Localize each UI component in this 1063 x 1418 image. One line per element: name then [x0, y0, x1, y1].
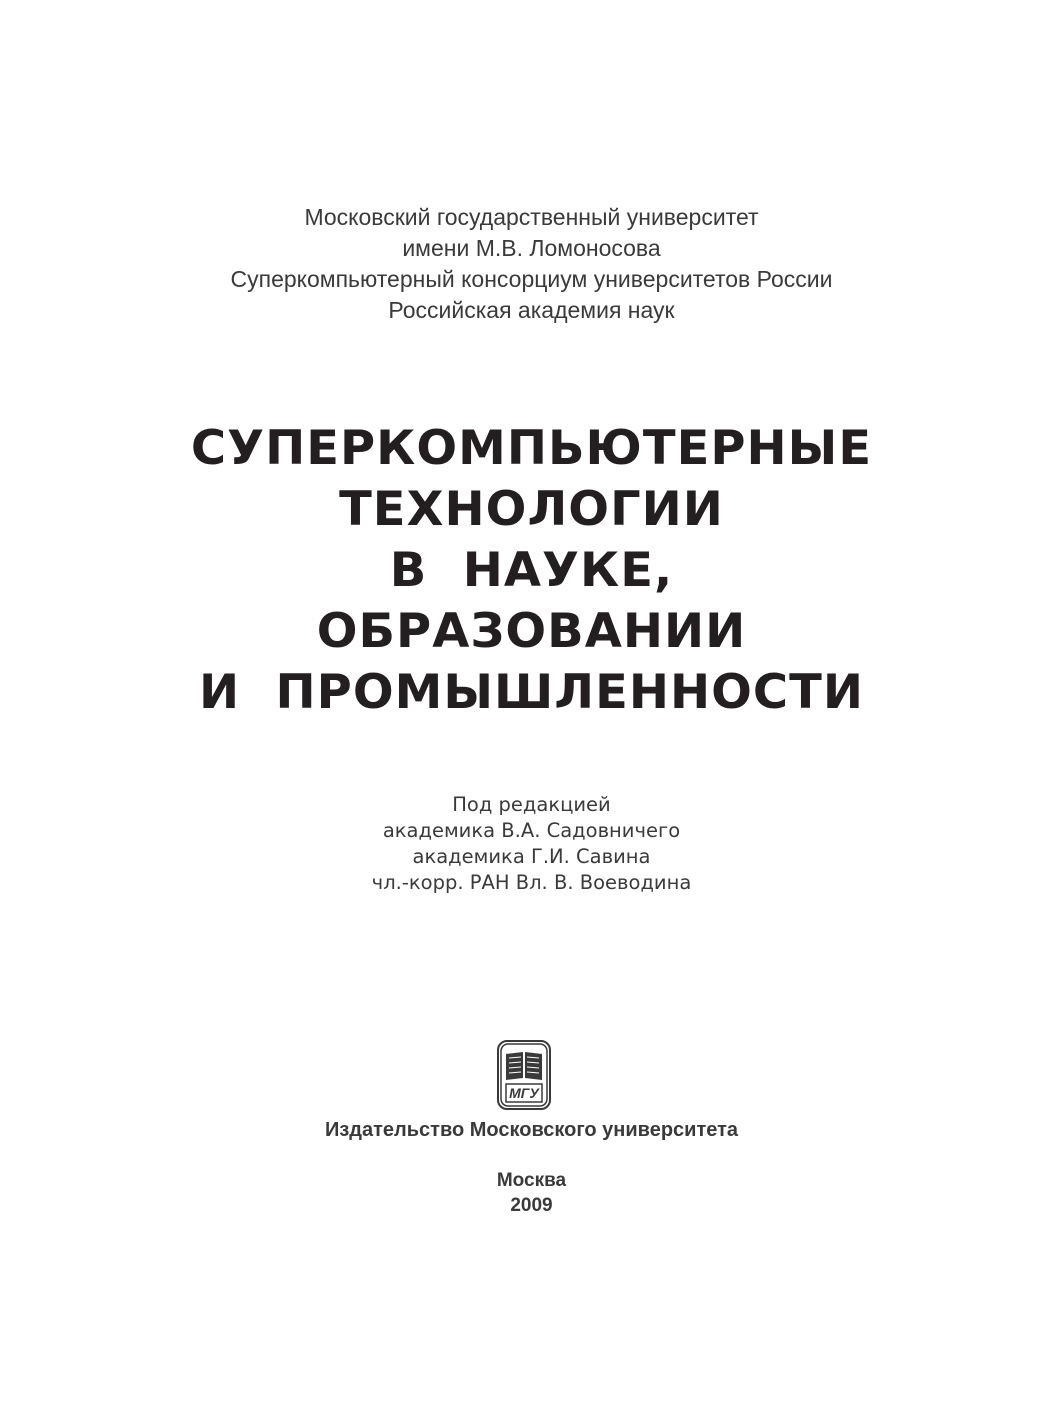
institution-line: имени М.В. Ломоносова [402, 235, 661, 261]
year: 2009 [510, 1195, 553, 1216]
msu-press-book-icon [497, 1040, 551, 1110]
editors-intro: Под редакцией [452, 793, 611, 816]
title-line: ОБРАЗОВАНИИ [316, 604, 747, 659]
title-line: СУПЕРКОМПЬЮТЕРНЫЕ [190, 421, 873, 476]
institution-line: Российская академия наук [388, 297, 675, 323]
logo-text: МГУ [509, 1085, 539, 1101]
institution-line: Суперкомпьютерный консорциум университетов России [230, 266, 833, 292]
book-title [0, 418, 1063, 723]
title-line: В НАУКЕ, [389, 543, 674, 598]
editor-name: чл.-корр. РАН Вл. В. Воеводина [371, 871, 692, 894]
editor-name: академика Г.И. Савина [412, 845, 651, 868]
imprint-block [0, 1168, 1063, 1218]
publisher-name: Издательство Московского университета [324, 1119, 739, 1141]
title-line: И ПРОМЫШЛЕННОСТИ [198, 665, 865, 720]
city: Москва [496, 1170, 567, 1191]
editor-name: академика В.А. Садовничего [382, 819, 681, 842]
editors-block [0, 792, 1063, 896]
title-line: ТЕХНОЛОГИИ [339, 482, 724, 537]
institutions-block [0, 202, 1063, 326]
institution-line: Московский государственный университет [304, 204, 759, 230]
